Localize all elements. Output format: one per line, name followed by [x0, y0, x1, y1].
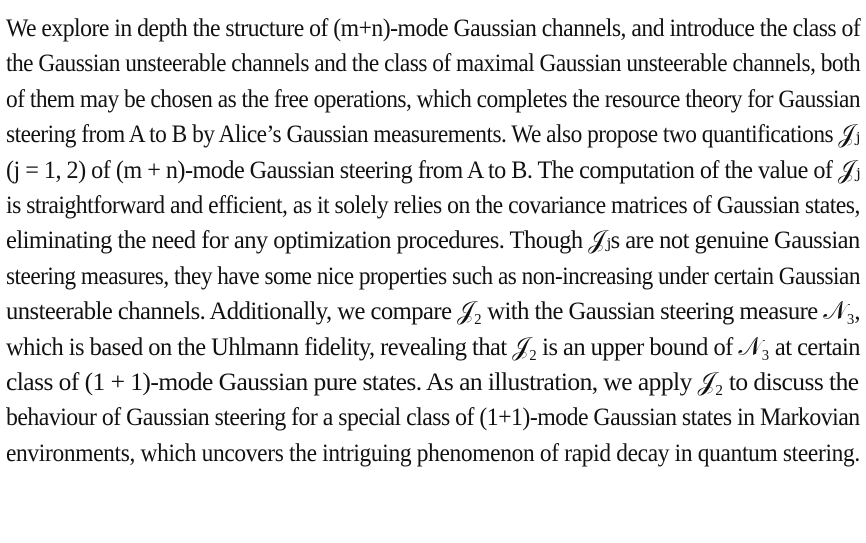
abstract-line: steering measures, they have some nice properties such as non-increasing under certain Gaussian	[6, 260, 860, 290]
abstract-line: unsteerable channels. Additionally, we compare 𝒥₂ with the Gaussian steering measure 𝒩₃,	[6, 296, 861, 326]
abstract-line: eliminating the need for any optimization procedures. Though 𝒥ⱼs are not genuine Gaussian	[6, 225, 860, 255]
abstract-line: the Gaussian unsteerable channels and the class of maximal Gaussian unsteerable channels, both	[6, 48, 861, 78]
abstract-line: environments, which uncovers the intriguing phenomenon of rapid decay in quantum steering.	[6, 437, 860, 467]
abstract-line: of them may be chosen as the free operations, which completes the resource theory for Gaussian	[6, 83, 861, 113]
abstract-line: which is based on the Uhlmann fidelity, revealing that 𝒥₂ is an upper bound of 𝒩₃ at certain	[6, 331, 860, 361]
abstract-line: class of (1 + 1)-mode Gaussian pure states. As an illustration, we apply 𝒥₂ to discuss the	[6, 366, 859, 396]
abstract-line: behaviour of Gaussian steering for a special class of (1+1)-mode Gaussian states in Markovian	[6, 402, 860, 432]
abstract-line: is straightforward and efficient, as it solely relies on the covariance matrices of Gaussian states,	[6, 189, 860, 219]
abstract-line: (j = 1, 2) of (m + n)-mode Gaussian steering from A to B. The computation of the value of 𝒥ⱼ	[6, 154, 861, 184]
abstract-line: steering from A to B by Alice’s Gaussian measurements. We also propose two quantifications 𝒥ⱼ	[6, 119, 860, 149]
abstract-line: We explore in depth the structure of (m+n)-mode Gaussian channels, and introduce the class of	[6, 13, 861, 42]
